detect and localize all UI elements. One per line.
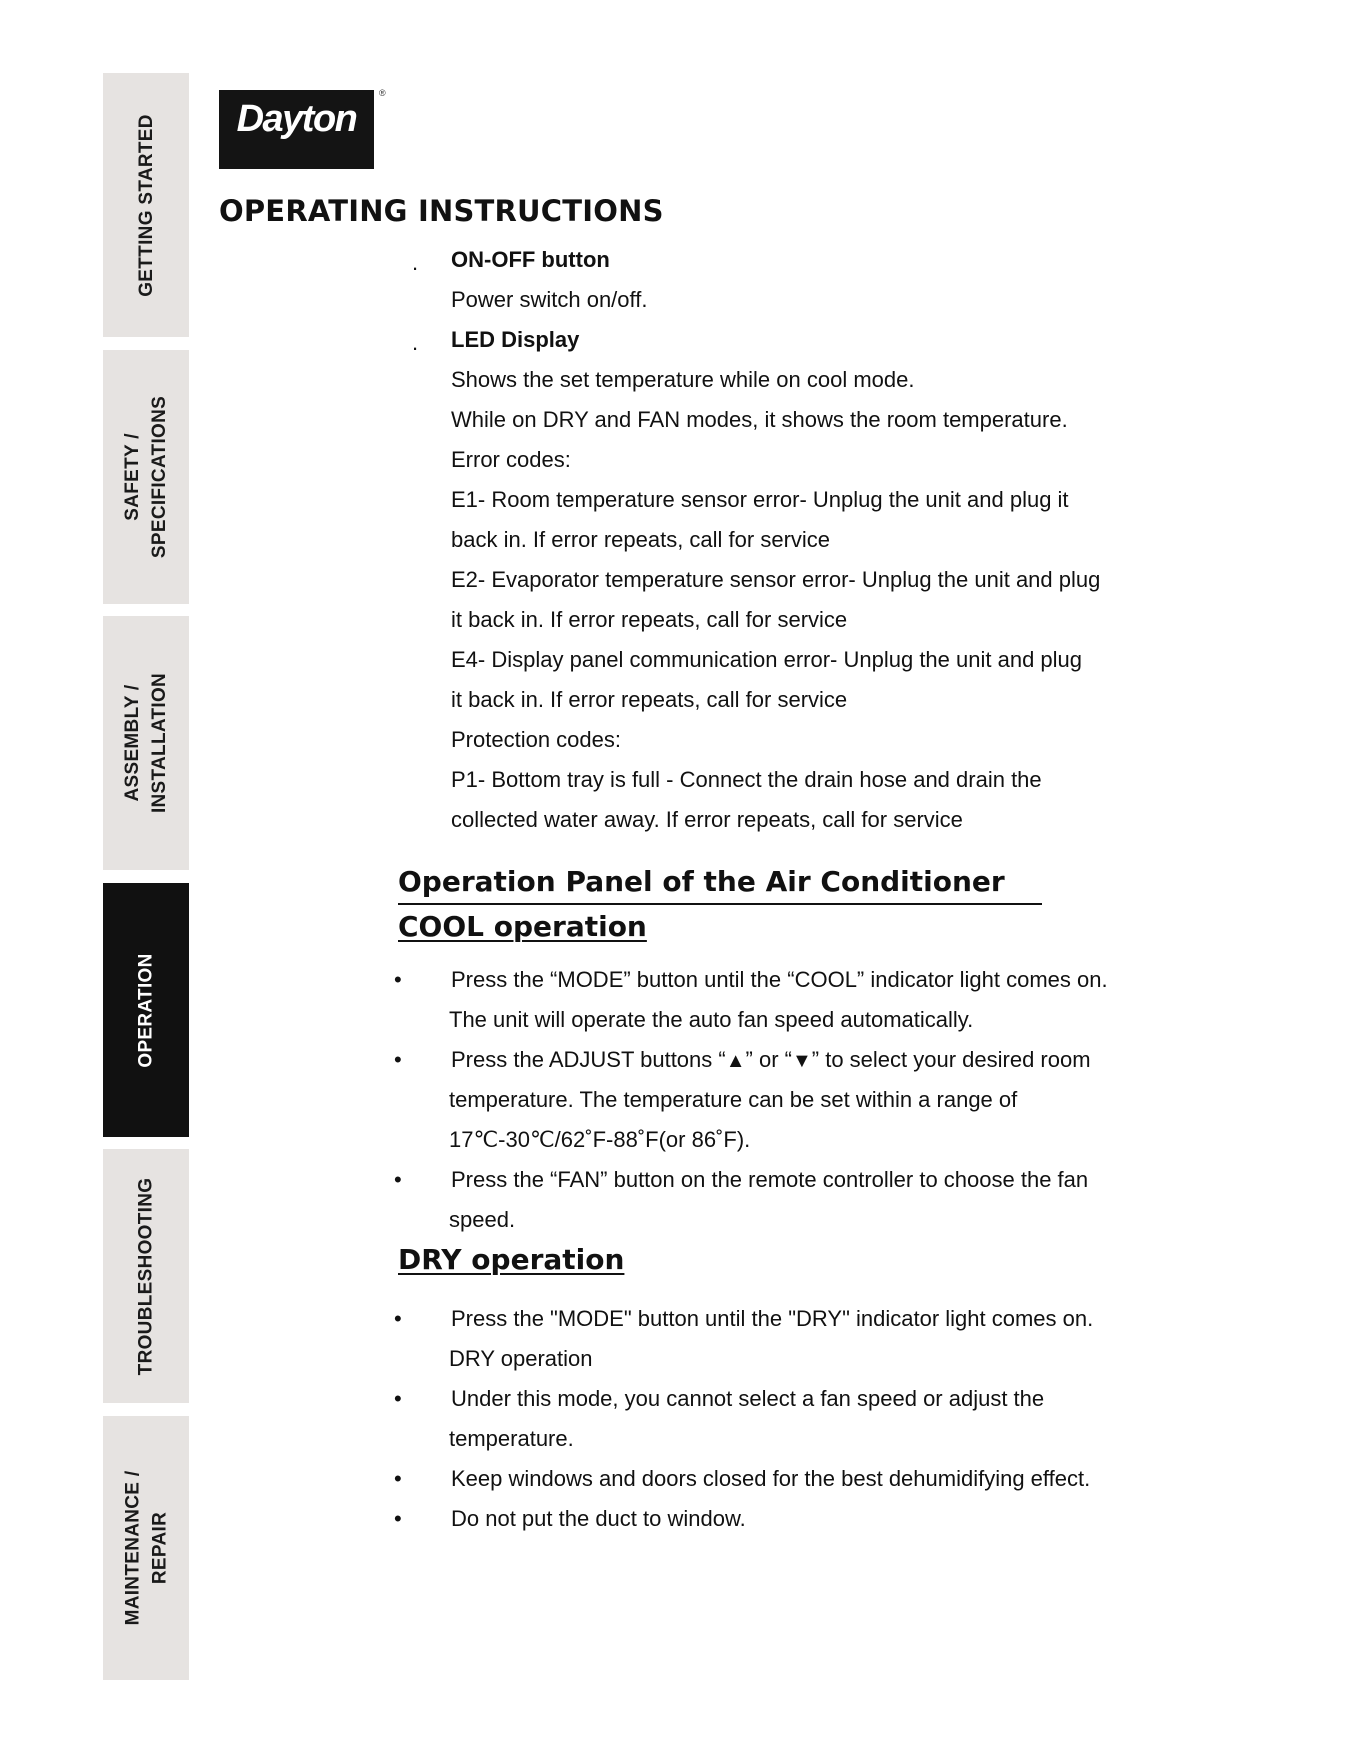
led-line: collected water away. If error repeats, call for service — [451, 807, 963, 832]
list-marker: . — [412, 250, 419, 275]
heading-rule — [398, 903, 1042, 905]
cool-text: temperature. The temperature can be set within a range of — [449, 1087, 1018, 1112]
tab-assembly-installation[interactable] — [103, 616, 189, 870]
bullet: • — [394, 1466, 402, 1491]
dry-heading: DRY operation — [398, 1243, 625, 1276]
on-off-heading: ON-OFF button — [451, 247, 610, 272]
tab-troubleshooting[interactable] — [103, 1149, 189, 1403]
led-heading: LED Display — [451, 327, 580, 352]
tab-operation[interactable] — [103, 883, 189, 1137]
dry-text: Keep windows and doors closed for the best dehumidifying effect. — [451, 1466, 1091, 1491]
dry-text: temperature. — [449, 1426, 574, 1451]
led-line: it back in. If error repeats, call for service — [451, 687, 848, 712]
bullet: • — [394, 1306, 402, 1331]
cool-text: The unit will operate the auto fan speed automatically. — [449, 1007, 974, 1032]
logo-text: Dayton — [236, 98, 357, 140]
led-line: Error codes: — [451, 447, 571, 472]
tab-safety-specifications[interactable] — [103, 350, 189, 604]
on-off-text: Power switch on/off. — [451, 287, 648, 312]
list-marker: . — [412, 330, 419, 355]
tab-label: ASSEMBLY / — [122, 684, 144, 802]
cool-text: Press the “MODE” button until the “COOL” indicator light comes on. — [451, 967, 1108, 992]
led-line: P1- Bottom tray is full - Connect the drain hose and drain the — [451, 767, 1042, 792]
bullet: • — [394, 1506, 402, 1531]
cool-adjust-text: Press the ADJUST buttons “▲” or “▼” to select your desired room — [451, 1047, 1091, 1072]
registered-mark: ® — [379, 88, 386, 98]
tab-label: SPECIFICATIONS — [149, 395, 171, 559]
tab-label: INSTALLATION — [149, 672, 171, 814]
cool-text: speed. — [449, 1207, 516, 1232]
tab-label: MAINTENANCE / — [122, 1470, 143, 1626]
dry-text: Do not put the duct to window. — [451, 1506, 746, 1531]
tab-label: SAFETY / — [122, 433, 144, 521]
dry-text: Press the "MODE" button until the "DRY" indicator light comes on. — [451, 1306, 1094, 1331]
down-arrow-icon: ▼ — [791, 1050, 812, 1072]
dry-text: DRY operation — [449, 1346, 593, 1371]
cool-text: 17℃-30℃/62˚F-88˚F(or 86˚F). — [449, 1127, 751, 1152]
bullet: • — [394, 1047, 402, 1072]
bullet: • — [394, 1386, 402, 1411]
led-line: E2- Evaporator temperature sensor error- Unplug the unit and plug — [451, 567, 1101, 592]
tab-label: GETTING STARTED — [135, 113, 157, 297]
cool-text: Press the “FAN” button on the remote controller to choose the fan — [451, 1167, 1089, 1192]
panel-heading: Operation Panel of the Air Conditioner — [398, 865, 1005, 898]
tab-label: TROUBLESHOOTING — [135, 1177, 157, 1375]
tab-maintenance-repair[interactable] — [103, 1416, 189, 1680]
led-line: E1- Room temperature sensor error- Unplug the unit and plug it — [451, 487, 1069, 512]
dayton-logo — [219, 90, 374, 169]
bullet: • — [394, 1167, 402, 1192]
page-title: OPERATING INSTRUCTIONS — [219, 194, 664, 228]
bullet: • — [394, 967, 402, 992]
tab-getting-started[interactable] — [103, 73, 189, 337]
tab-label: REPAIR — [149, 1511, 170, 1585]
led-line: it back in. If error repeats, call for service — [451, 607, 848, 632]
led-line: Protection codes: — [451, 727, 621, 752]
led-line: E4- Display panel communication error- Unplug the unit and plug — [451, 647, 1083, 672]
cool-heading: COOL operation — [398, 910, 647, 943]
led-line: While on DRY and FAN modes, it shows the room temperature. — [451, 407, 1068, 432]
led-line: Shows the set temperature while on cool mode. — [451, 367, 915, 392]
tab-label: OPERATION — [135, 952, 157, 1068]
led-line: back in. If error repeats, call for service — [451, 527, 831, 552]
dry-text: Under this mode, you cannot select a fan speed or adjust the — [451, 1386, 1045, 1411]
up-arrow-icon: ▲ — [725, 1050, 746, 1072]
